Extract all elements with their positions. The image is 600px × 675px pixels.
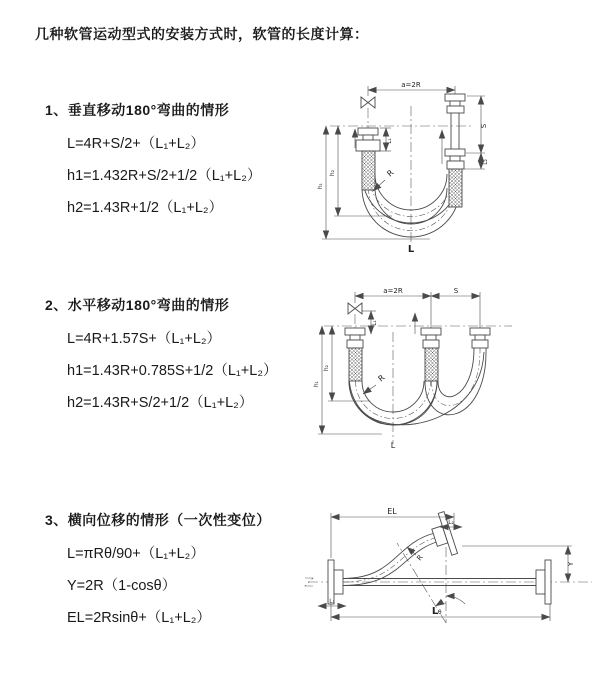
right-pipe-fitting [445,94,465,207]
formula-line: L=πRθ/90+（L₁+L₂） [67,546,205,562]
dimension-lines [318,292,480,434]
radius-label: R [376,373,387,384]
section-2-text [45,295,277,419]
formula-line: h1=1.43R+0.785S+1/2（L₁+L₂） [67,363,278,379]
formula-line: h1=1.432R+S/2+1/2（L₁+L₂） [67,168,262,184]
left-flange [328,560,343,604]
dim-label-a2r: a=2R [383,287,403,295]
dim-label-l1: L₁ [372,320,378,326]
dim-label-l2: L₂ [448,520,454,526]
displaced-flange [428,512,458,559]
formula-line: h2=1.43R+S/2+1/2（L₁+L₂） [67,395,254,411]
section-1-text [45,100,261,224]
dim-label-h1: h₁ [318,183,324,189]
diagram-horizontal-180-bend [310,286,590,458]
diagram-lateral-displacement [300,503,600,645]
formula-line: Y=2R（1-cosθ） [67,578,177,594]
length-label: L [431,606,439,617]
dim-label-s: S [480,123,488,129]
hose-u-arcs [349,348,486,425]
valve-icon [361,97,375,108]
diagram-vertical-180-bend [312,76,588,256]
section-1-heading: 1、垂直移动180°弯曲的情形 [45,102,230,118]
dim-label-el: EL [387,507,397,516]
dim-label-l2: L₂ [483,159,489,165]
dim-label-h2: h₂ [324,365,330,371]
dim-label-l1: L₁ [329,599,335,605]
left-pipe-fitting [345,328,365,381]
dim-label-h2: h₂ [330,170,336,176]
angle-label: θ [438,610,442,616]
dim-label-l1: L₁ [387,138,393,144]
section-2-heading: 2、水平移动180°弯曲的情形 [45,297,230,313]
formula-line: L=4R+1.57S+（L₁+L₂） [67,331,222,347]
formula-line: L=4R+S/2+（L₁+L₂） [67,136,205,152]
page-title: 几种软管运动型式的安装方式时，软管的长度计算： [35,26,369,42]
radius-label: R [385,168,396,179]
radius-label: R [415,553,425,563]
right-flange [536,560,551,604]
length-label: L [390,441,396,450]
section-3-heading: 3、横向位移的情形（一次性变位） [45,512,271,528]
dim-label-y: Y [567,561,575,567]
dim-label-h1: h₁ [314,381,320,387]
right-pipe-fitting [470,328,490,348]
section-3-text [45,510,271,634]
dim-label-a2r: a=2R [401,81,421,89]
left-pipe-fitting [356,128,380,190]
formula-line: EL=2Rsinθ+（L₁+L₂） [67,610,211,626]
valve-icon [348,303,362,314]
formula-line: h2=1.43R+1/2（L₁+L₂） [67,200,224,216]
middle-pipe-fitting [421,328,441,381]
dim-label-s: S [453,287,459,295]
length-label: L [407,244,415,255]
